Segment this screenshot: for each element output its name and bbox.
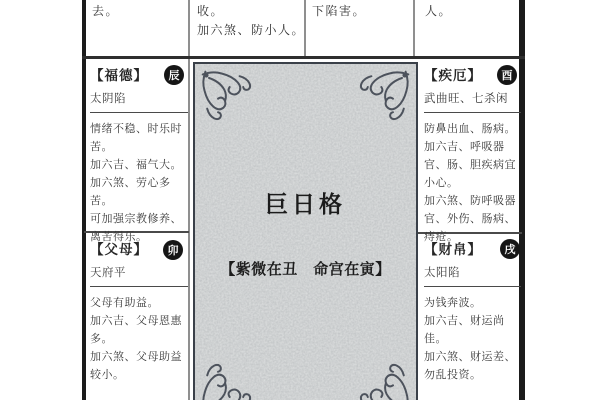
grid-line-top-row-bottom: [82, 56, 525, 59]
palace-notes: [90, 120, 188, 246]
cell-text-line: 下陷害。: [312, 4, 367, 18]
palace-note-line: 父母有助益。: [90, 296, 159, 309]
palace-name: 【福德】: [90, 68, 148, 84]
cell-text-line: 收。: [197, 4, 225, 18]
star-line: 武曲旺、七杀闲: [424, 90, 521, 113]
palace-note-line: 加六吉、财运尚佳。: [424, 314, 505, 345]
corner-ornament-icon: [200, 361, 254, 400]
palace-notes: [424, 120, 521, 246]
top-row-cell-fragment: [197, 2, 305, 40]
star-line: 天府平: [90, 264, 188, 287]
cell-text-line: 加六煞、防小人。: [197, 23, 306, 37]
palace-name: 【财帛】: [424, 242, 482, 258]
palace-name: 【父母】: [90, 242, 148, 258]
palace-note-line: 防鼻出血、肠病。: [424, 122, 516, 135]
palace-placement: 【紫微在丑 命宫在寅】: [220, 260, 391, 278]
star-line: 太阴陷: [90, 90, 188, 113]
palace-cell-caibo: [424, 238, 521, 384]
top-row-cell-fragment: [425, 2, 452, 21]
palace-note-line: 可加强宗教修养、离苦得乐。: [90, 212, 182, 243]
branch-badge: 卯: [163, 240, 183, 260]
corner-ornament-icon: [357, 361, 411, 400]
palace-cell-fude: [90, 64, 188, 246]
palace-note-line: 加六煞、父母助益较小。: [90, 350, 182, 381]
palace-note-line: 情绪不稳、时乐时苦。: [90, 122, 182, 153]
grid-line-vertical-3: [413, 0, 415, 58]
palace-note-line: 加六煞、财运差、勿乱投资。: [424, 350, 516, 381]
branch-badge: 辰: [164, 65, 184, 85]
corner-ornament-icon: [357, 69, 411, 123]
palace-note-line: 加六煞、劳心多苦。: [90, 176, 171, 207]
star-line: 太阳陷: [424, 264, 521, 287]
top-row-cell-fragment: [92, 2, 119, 21]
palace-note-line: 加六煞、防呼吸器官、外伤、肠病、痔疮。: [424, 194, 516, 243]
outer-border-left: [82, 0, 86, 400]
palace-note-line: 为钱奔波。: [424, 296, 482, 309]
palace-note-line: 加六吉、呼吸器官、肠、胆疾病宜小心。: [424, 140, 516, 189]
pattern-name: 巨日格: [265, 192, 346, 218]
grid-line-vertical-1: [188, 0, 190, 400]
pattern-panel: [193, 62, 418, 400]
cell-text-line: 去。: [92, 4, 120, 18]
palace-note-line: 加六吉、福气大。: [90, 158, 182, 171]
palace-notes: [90, 294, 188, 384]
palace-notes: [424, 294, 521, 384]
top-row-cell-fragment: [312, 2, 366, 21]
palace-cell-jie: [424, 64, 521, 246]
cell-text-line: 人。: [425, 4, 453, 18]
branch-badge: 戌: [500, 239, 520, 259]
corner-ornament-icon: [200, 69, 254, 123]
branch-badge: 酉: [497, 65, 517, 85]
palace-name: 【疾厄】: [424, 68, 482, 84]
palace-note-line: 加六吉、父母恩惠多。: [90, 314, 182, 345]
